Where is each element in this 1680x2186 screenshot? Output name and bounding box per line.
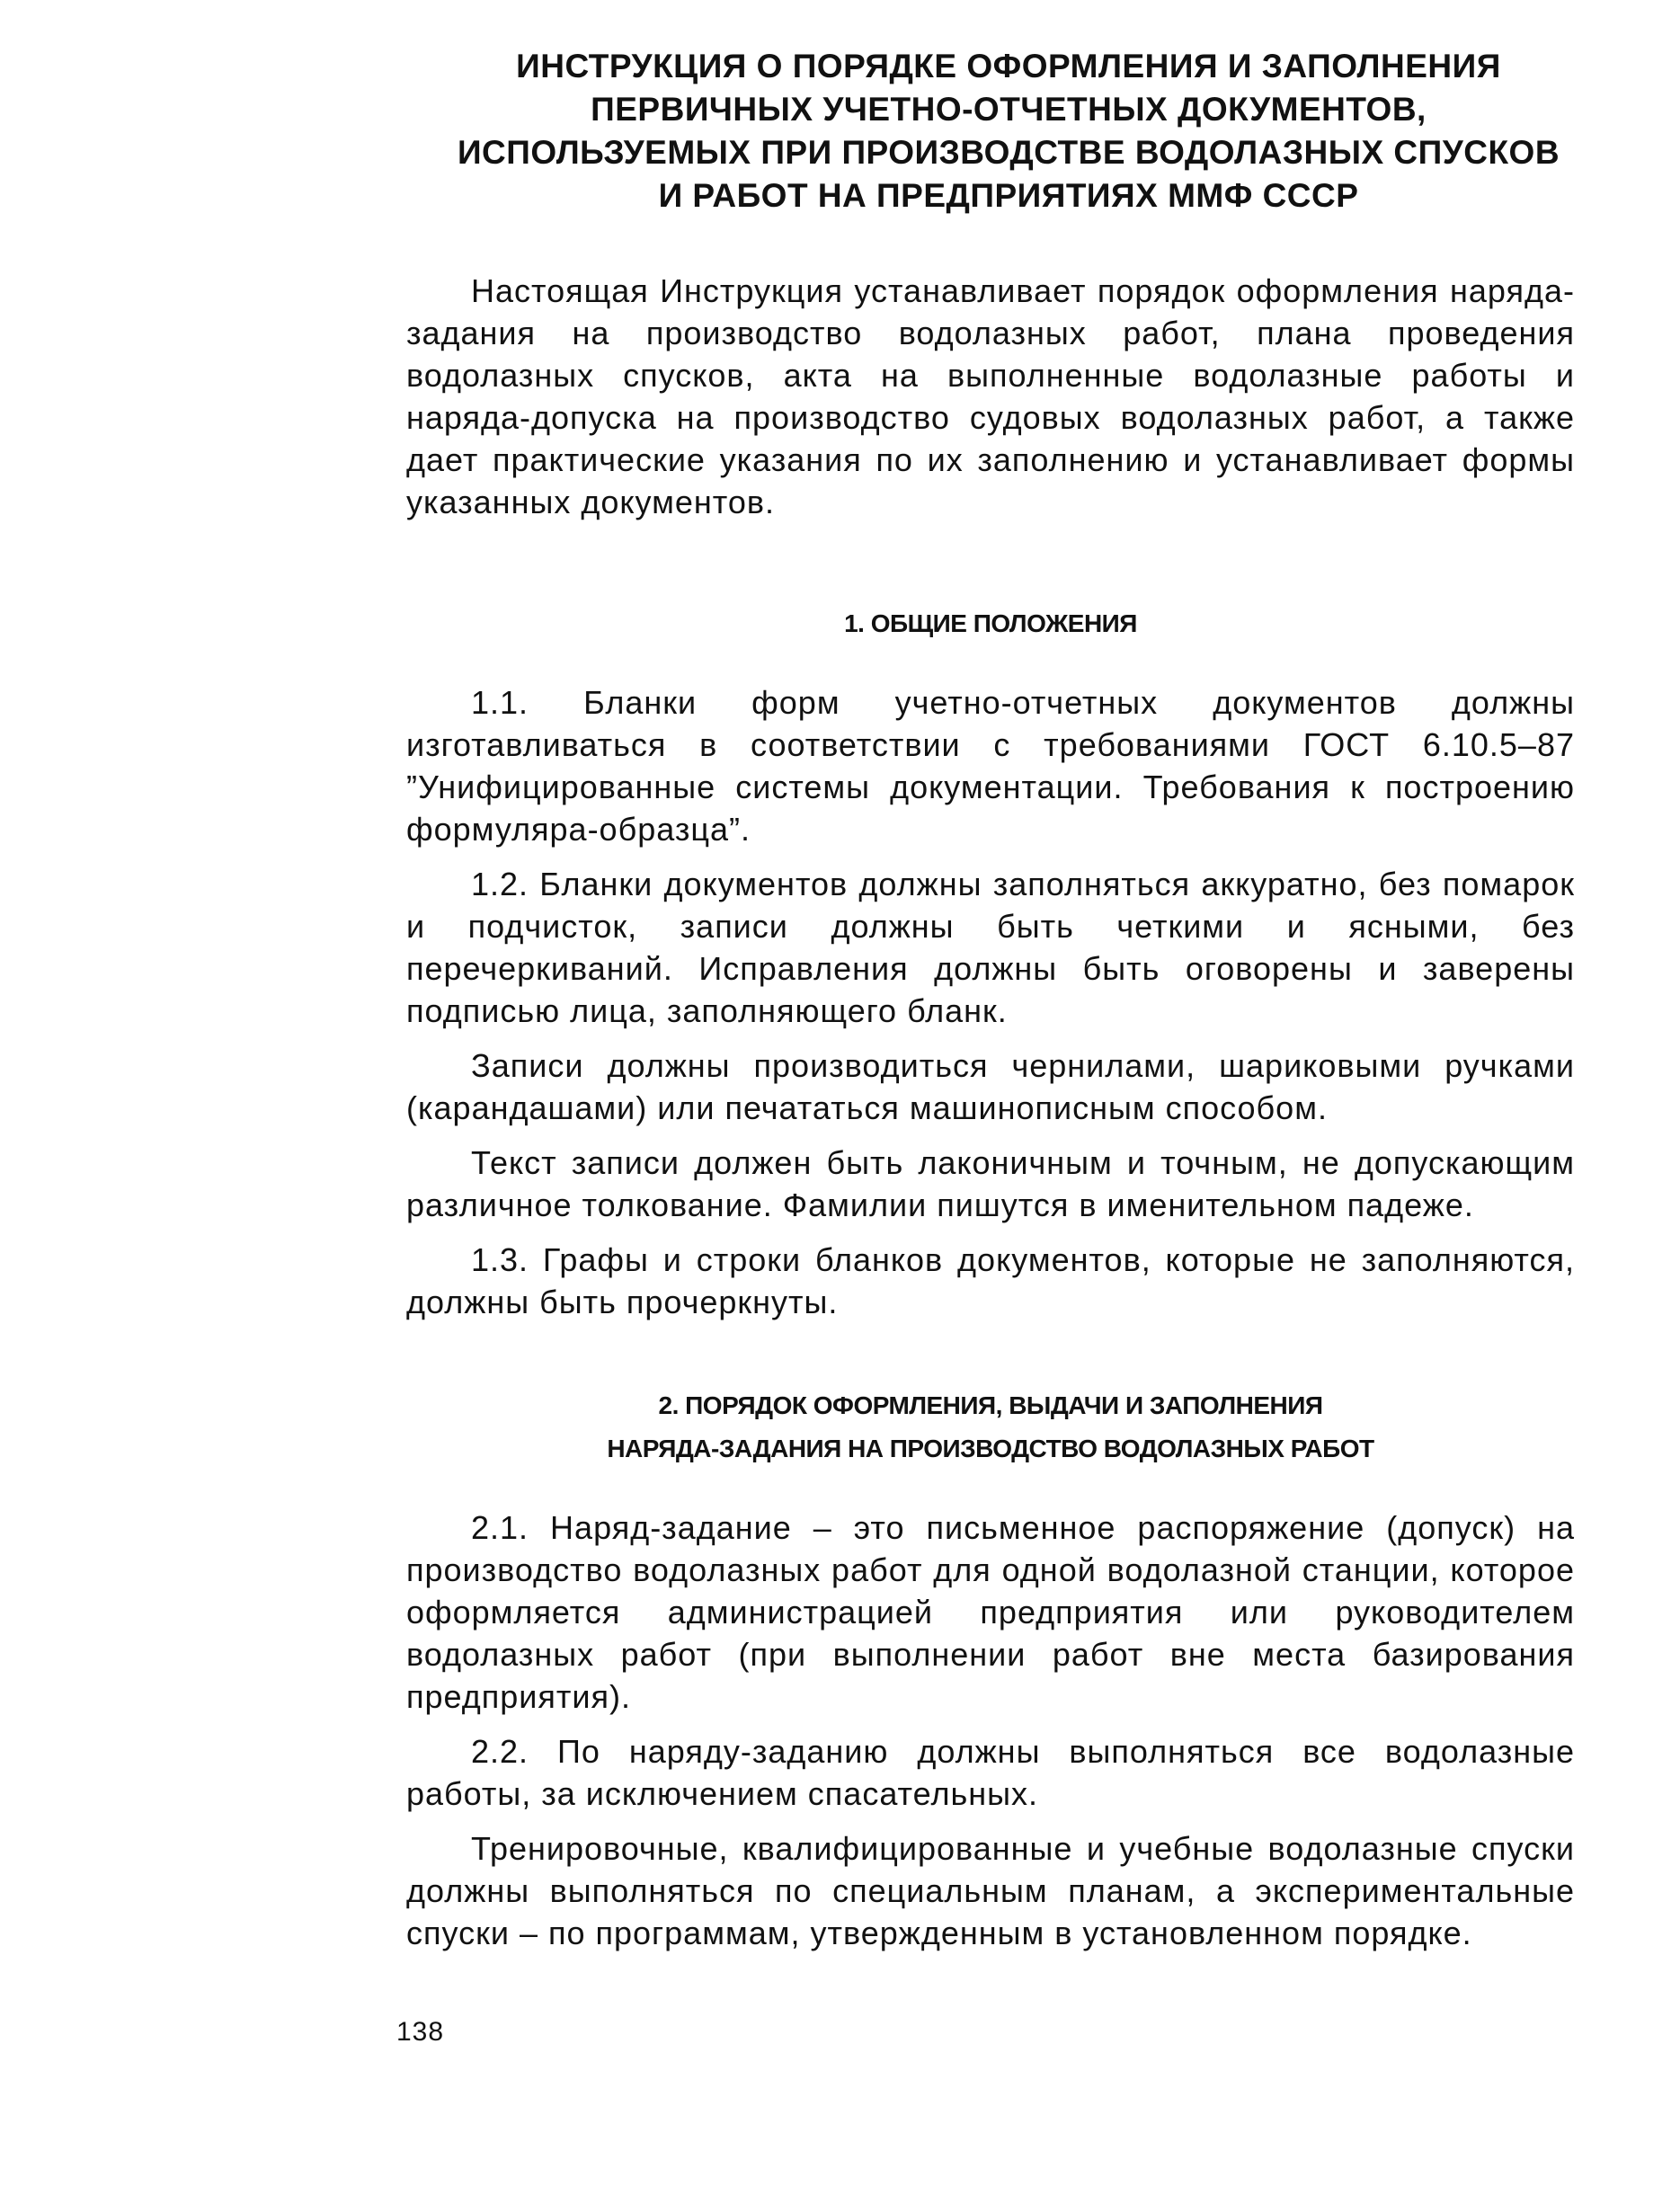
paragraph-1-3: 1.3. Графы и строки бланков документов, которые не заполняются, должны быть прочеркнуты. xyxy=(406,1241,1575,1320)
section-heading-line: 2. ПОРЯДОК ОФОРМЛЕНИЯ, ВЫДАЧИ И ЗАПОЛНЕНИЯ xyxy=(658,1391,1323,1419)
title-line: ПЕРВИЧНЫХ УЧЕТНО-ОТЧЕТНЫХ ДОКУМЕНТОВ, xyxy=(591,91,1427,128)
document-title xyxy=(442,45,1575,218)
paragraph-1-2-text: Текст записи должен быть лаконичным и точным, не допускающим различное толкование. Фамилии пишутся в именительном падеже. xyxy=(406,1144,1575,1223)
paragraph-1-2: 1.2. Бланки документов должны заполняться аккуратно, без помарок и подчисток, записи должны быть четкими и ясными, без перечеркиваний. Исправления должны быть оговорены и заверены подписью лица, заполняющего бланк. xyxy=(406,866,1575,1029)
section-2-heading xyxy=(406,1384,1575,1471)
intro-paragraph: Настоящая Инструкция устанавливает порядок оформления наряда-задания на производство водолазных работ, плана проведения водолазных спусков, акта на выполненные водолазные работы и наряда-допуска на производство судовых водолазных работ, а также дает практические указания по их заполнению и устанавливает формы указанных документов. xyxy=(406,272,1575,520)
section-1-heading xyxy=(406,602,1575,645)
section-heading-line: 1. ОБЩИЕ ПОЛОЖЕНИЯ xyxy=(844,609,1137,637)
paragraph-2-1: 2.1. Наряд-задание – это письменное распоряжение (допуск) на производство водолазных работ для одной водолазной станции, которое оформляется администрацией предприятия или руководителем водолазных работ (при выполнении работ вне места базирования предприятия). xyxy=(406,1509,1575,1715)
title-line: И РАБОТ НА ПРЕДПРИЯТИЯХ ММФ СССР xyxy=(658,177,1359,214)
paragraph-2-2: 2.2. По наряду-заданию должны выполняться все водолазные работы, за исключением спасательных. xyxy=(406,1733,1575,1812)
paragraph-2-2-training: Тренировочные, квалифицированные и учебные водолазные спуски должны выполняться по специальным планам, а экспериментальные спуски – по программам, утвержденным в установленном порядке. xyxy=(406,1830,1575,1951)
title-line: ИНСТРУКЦИЯ О ПОРЯДКЕ ОФОРМЛЕНИЯ И ЗАПОЛНЕНИЯ xyxy=(516,48,1501,84)
paragraph-1-2-records: Записи должны производиться чернилами, шариковыми ручками (карандашами) или печататься машинописным способом. xyxy=(406,1047,1575,1126)
page-number: 138 xyxy=(396,2017,445,2047)
document-page xyxy=(406,45,1575,1954)
section-heading-line: НАРЯДА-ЗАДАНИЯ НА ПРОИЗВОДСТВО ВОДОЛАЗНЫХ РАБОТ xyxy=(607,1435,1374,1462)
title-line: ИСПОЛЬЗУЕМЫХ ПРИ ПРОИЗВОДСТВЕ ВОДОЛАЗНЫХ СПУСКОВ xyxy=(457,134,1560,171)
paragraph-1-1: 1.1. Бланки форм учетно-отчетных документов должны изготавливаться в соответствии с требованиями ГОСТ 6.10.5–87 ”Унифицированные системы документации. Требования к построению формуляра-образца”. xyxy=(406,684,1575,848)
